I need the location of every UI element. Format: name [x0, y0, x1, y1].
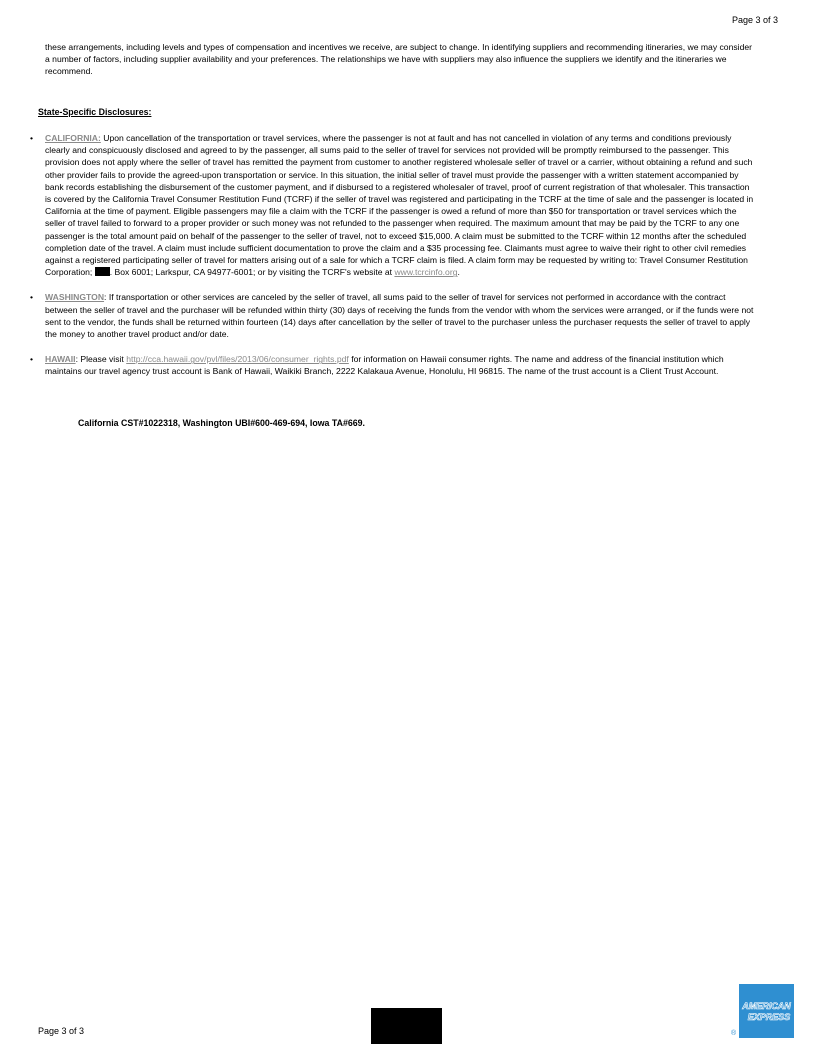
american-express-logo — [739, 984, 794, 1038]
hawaii-text-1: : Please visit — [75, 354, 127, 365]
redaction-box — [95, 267, 110, 276]
washington-link[interactable]: WASHINGTON — [45, 292, 105, 303]
california-text-3: . — [457, 267, 460, 278]
hawaii-consumer-rights-link[interactable]: http://cca.hawaii.gov/pvl/files/2013/06/consumer_rights.pdf — [126, 354, 349, 365]
page-number-top: Page 3 of 3 — [731, 15, 778, 25]
bullet: • — [30, 354, 34, 365]
tcrf-website-link[interactable]: www.tcrcinfo.org — [394, 267, 458, 278]
bullet: • — [30, 133, 34, 143]
logo-line-2: EXPRESS — [747, 1012, 791, 1022]
california-text-1: Upon cancellation of the transportation or travel services, where the passenger is not at fault and has not cancelled in violation of any terms and conditions previously clearly and conspicuously disclosed and agreed to by the passenger, all sums paid to the seller of travel for services not provided will be promptly reimbursed to the passenger. This provision does not apply where the seller of travel has remitted the payment from customer to another registered wholesale seller of travel or a carrier, without obtaining a refund and such other provider fails to provide the agreed-upon transportation or service. In this situation, the initial seller of travel must provide the passenger with a written statement accompanied by bank records establishing the disbursement of the customer payment, and if disbursed to a registered wholesaler of travel, proof of current registration of that wholesaler. This transaction is covered by the California Travel Consumer Restitution Fund (TCRF) if the seller of travel was registered and participating in the TCRF at the time of sale and the passenger is located in California at the time of payment. Eligible passengers may file a claim with the TCRF if the passenger is owed a refund of more than $50 for transportation or travel services which the seller of travel failed to forward to a proper provider or such money was not refunded to the passenger when required. The maximum amount that may be paid by the TCRF to any one passenger is the total amount paid on behalf of the passenger to the seller of travel, not to exceed $15,000. A claim must be submitted to the TCRF within 12 months after the scheduled completion date of the travel. A claim must include sufficient documentation to prove the claim and a $35 processing fee. Claimants must agree to waive their right to other civil remedies against a registered participating seller of travel for matters arising out of a sale for which a TCRF claim is filed. A claim form may be requested by writing to: Travel Consumer Restitution Corporation; — [45, 133, 754, 278]
disclosure-hawaii — [30, 353, 757, 377]
registration-numbers: California CST#1022318, Washington UBI#600-469-694, Iowa TA#669. — [78, 418, 365, 428]
bullet: • — [30, 292, 34, 303]
page-number-bottom: Page 3 of 3 — [38, 1026, 85, 1036]
california-link[interactable]: CALIFORNIA: — [45, 133, 101, 143]
logo-line-1: AMERICAN — [742, 1001, 791, 1011]
disclosure-list — [30, 132, 757, 391]
california-text-2: . Box 6001; Larkspur, CA 94977-6001; or by visiting the TCRF's website at — [109, 267, 395, 278]
disclosure-washington — [30, 291, 757, 340]
redaction-block — [371, 1008, 442, 1044]
disclosure-california — [30, 132, 757, 278]
washington-text: : If transportation or other services are canceled by the seller of travel, all sums paid to the seller of travel for services not performed in accordance with the contract between the seller of travel and the purchaser will be refunded within thirty (30) days of receiving the funds from the vendor with whom the services were arranged, or if the funds were not sent to the vendor, the funds shall be returned within fourteen (14) days after cancellation by the seller of travel to the purchaser unless the purchaser requests the seller of travel to apply the money to another travel product and/or date. — [45, 292, 754, 340]
intro-paragraph: these arrangements, including levels and types of compensation and incentives we receive, are subject to change. In identifying suppliers and recommending itineraries, we may consider a number of factors, including supplier availability and your preferences. The relationships we have with suppliers may also influence the suppliers we identify and the itineraries we recommend. — [45, 42, 752, 77]
registered-mark: ® — [731, 1030, 737, 1037]
section-heading: State-Specific Disclosures: — [38, 107, 152, 117]
hawaii-text-2: for information on Hawaii consumer rights. The name and address of the financial institution which maintains our travel agency trust account is Bank of Hawaii, Waikiki Branch, 2222 Kalakaua Avenue, Honolulu, HI 96815. The name of the trust account is a Client Trust Account. — [45, 354, 724, 377]
hawaii-link[interactable]: HAWAII — [45, 354, 76, 365]
